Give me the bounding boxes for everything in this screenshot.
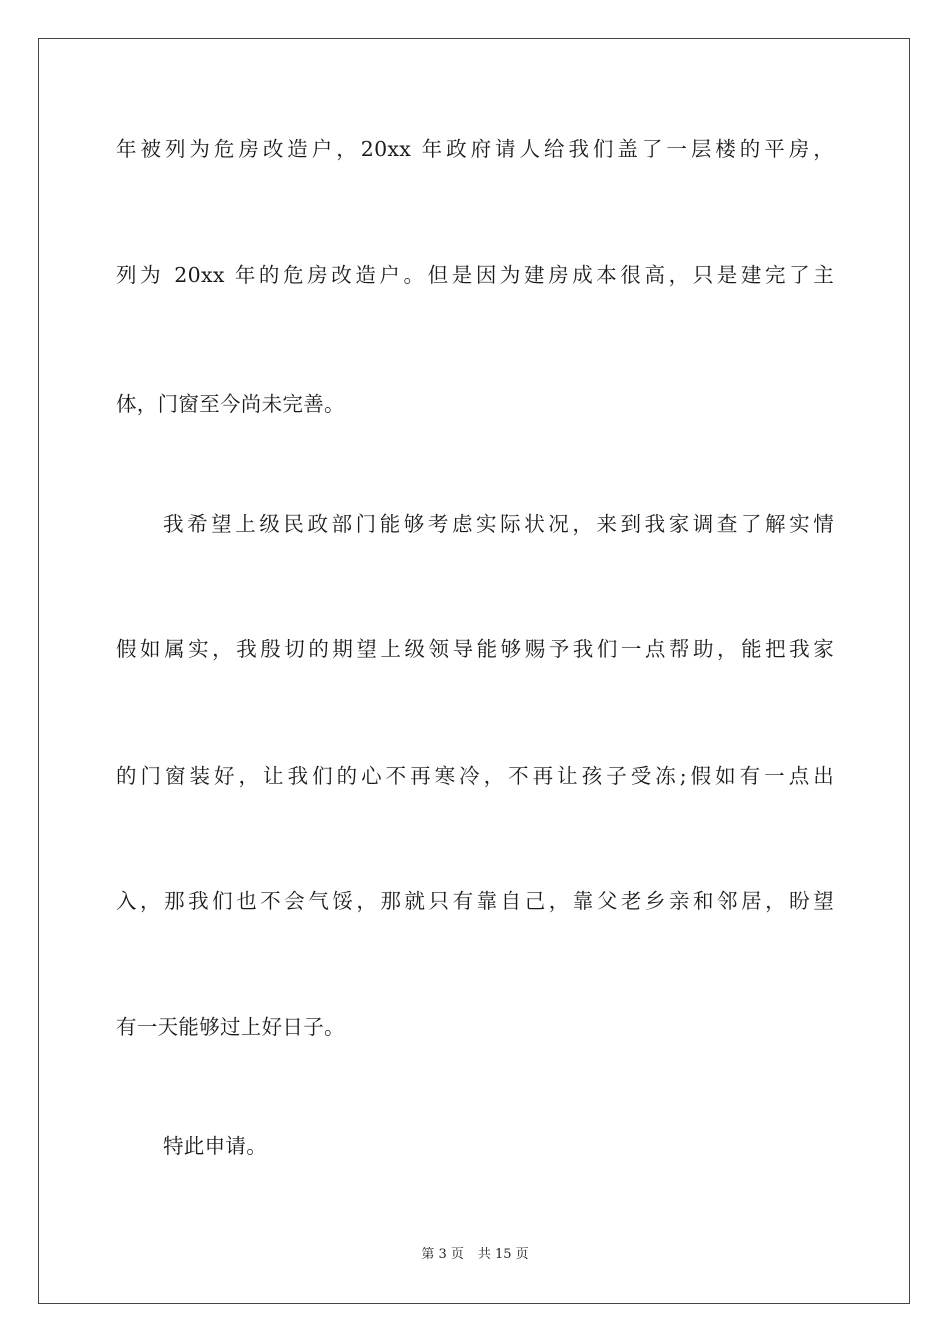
body-line: 体，门窗至今尚未完善。 bbox=[116, 392, 345, 416]
body-line: 年被列为危房改造户，20xx 年政府请人给我们盖了一层楼的平房， bbox=[116, 137, 834, 161]
page-total: 共 15 页 bbox=[477, 1247, 529, 1262]
closing-line: 特此申请。 bbox=[163, 1134, 267, 1158]
body-line: 的门窗装好，让我们的心不再寒冷，不再让孩子受冻;假如有一点出 bbox=[116, 764, 834, 788]
body-line: 入，那我们也不会气馁，那就只有靠自己，靠父老乡亲和邻居，盼望 bbox=[116, 889, 834, 913]
page-border bbox=[38, 38, 910, 1304]
body-line: 有一天能够过上好日子。 bbox=[116, 1015, 345, 1039]
body-line: 假如属实，我殷切的期望上级领导能够赐予我们一点帮助，能把我家 bbox=[116, 637, 834, 661]
paragraph-start-line: 我希望上级民政部门能够考虑实际状况，来到我家调查了解实情 bbox=[163, 512, 834, 536]
page-footer bbox=[0, 1246, 950, 1264]
body-line: 列为 20xx 年的危房改造户。但是因为建房成本很高，只是建完了主 bbox=[116, 263, 834, 287]
page-number: 第 3 页 bbox=[421, 1247, 464, 1262]
